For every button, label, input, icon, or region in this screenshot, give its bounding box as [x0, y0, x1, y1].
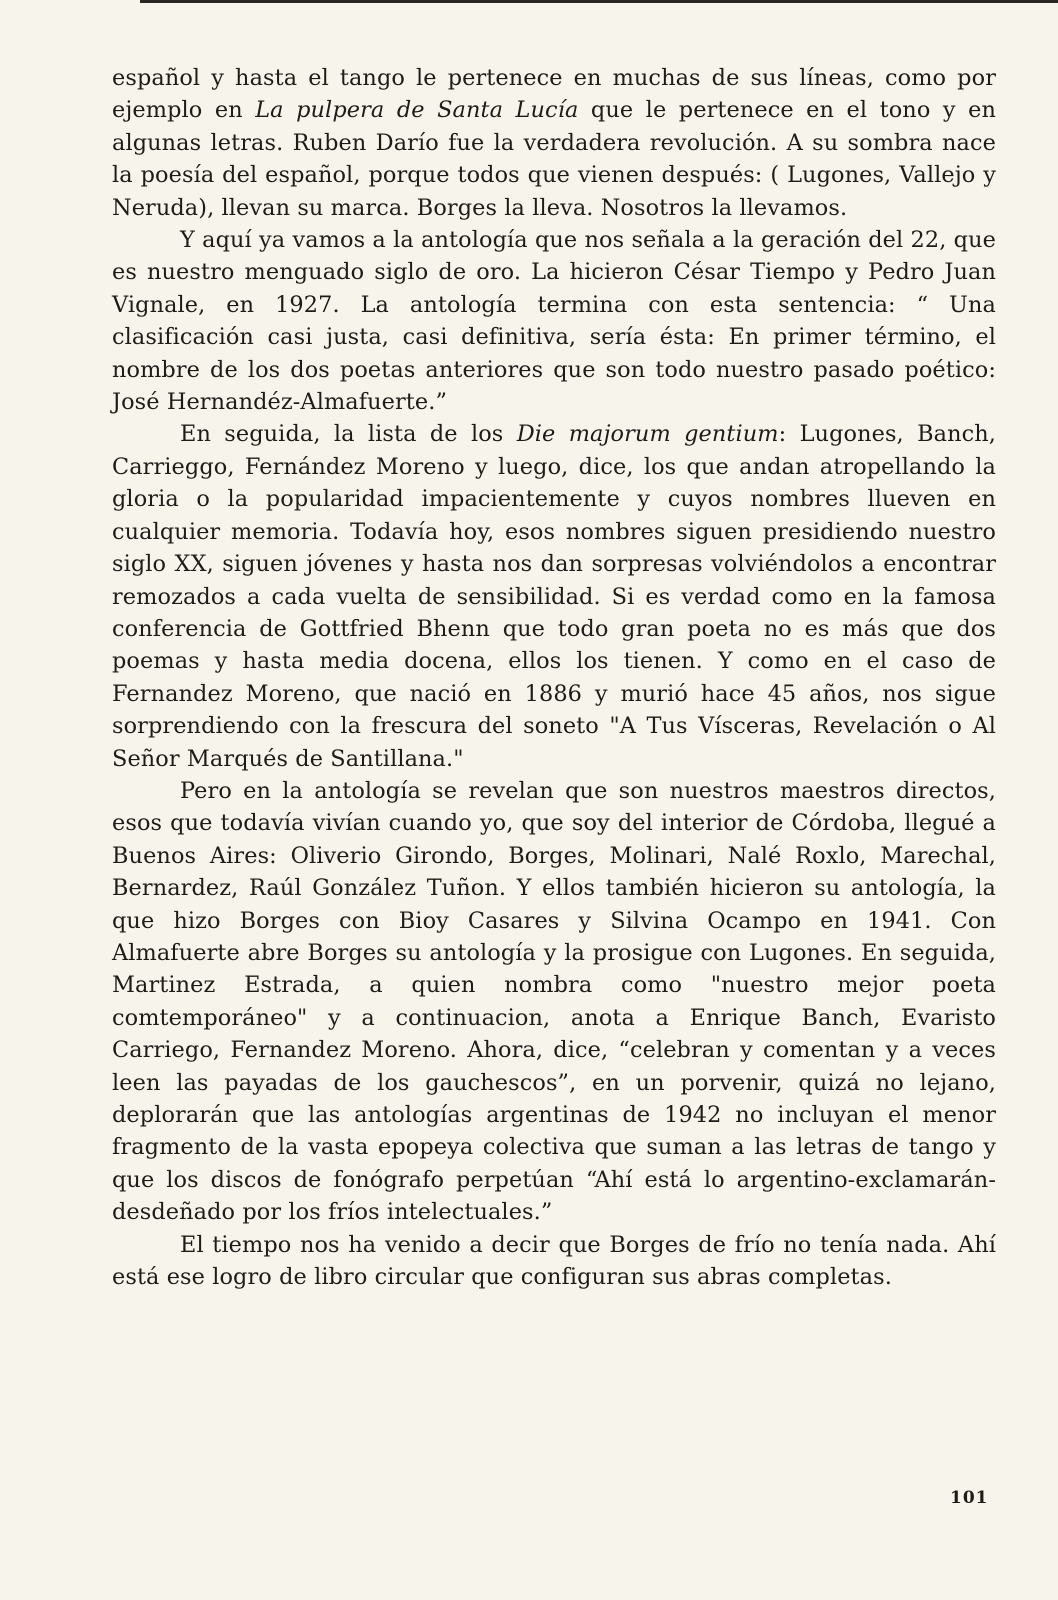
paragraph-1-text-b: que le pertenece en el tono y en algunas letras. Ruben Darío fue la verdadera revolución. A su sombra nace la poesía del español, porque todos que vienen después: ( Lugones, Vallejo y Neruda), llevan su marca. Borges la lleva. Nosotros la llevamos.	[112, 97, 997, 221]
paragraph-1-text-a: español y hasta el tango le pertenece en muchas de sus líneas, como por ejemplo en	[112, 65, 996, 124]
paragraph-4-text: Pero en la antología se revelan que son nuestros maestros directos, esos que todavía vivían cuando yo, que soy del interior de Córdoba, llegué a Buenos Aires: Oliverio Girondo, Borges, Molinari, Nalé Roxlo, Marechal, Bernardez, Raúl González Tuñon. Y ellos también hicieron su antología, la que hizo Borges con Bioy Casares y Silvina Ocampo en 1941. Con Almafuerte abre Borges su antología y la prosigue con Lugones. En seguida, Martinez Estrada, a quien nombra como "nuestro mejor poeta comtemporáneo" y a continuacion, anota a Enrique Banch, Evaristo Carriego, Fernandez Moreno. Ahora, dice, “celebran y comentan y a veces leen las payadas de los gauchescos”, en un porvenir, quizá no lejano, deplorarán que las antologías argentinas de 1942 no incluyan el menor fragmento de la vasta epopeya colectiva que suman a las letras de tango y que los discos de fonógrafo perpetúan “Ahí está lo argentino-exclamarán-desdeñado por los fríos intelectuales.”	[112, 777, 996, 1226]
paragraph-3-text-a: En seguida, la lista de los	[180, 421, 517, 448]
paragraph-2-text: Y aquí ya vamos a la antología que nos señala a la geración del 22, que es nuestro menguado siglo de oro. La hicieron César Tiempo y Pedro Juan Vignale, en 1927. La antología termina con esta sentencia: “ Una clasificación casi justa, casi definitiva, sería ésta: En primer término, el nombre de los dos poetas anteriores que son todo nuestro pasado poético: José Hernandéz-Almafuerte.”	[112, 227, 996, 416]
paragraph-1-italic-title: La pulpera de Santa Lucía	[255, 97, 579, 124]
paragraph-1	[112, 62, 996, 224]
paragraph-3-text-b: : Lugones, Banch, Carrieggo, Fernández Moreno y luego, dice, los que andan atropellando la gloria o la popularidad impacientemente y cuyos nombres llueven en cualquier memoria. Todavía hoy, esos nombres siguen presidiendo nuestro siglo XX, siguen jóvenes y hasta nos dan sorpresas volviéndolos a encontrar remozados a cada vuelta de sensibilidad. Si es verdad como en la famosa conferencia de Gottfried Bhenn que todo gran poeta no es más que dos poemas y hasta media docena, ellos los tienen. Y como en el caso de Fernandez Moreno, que nació en 1886 y murió hace 45 años, nos sigue sorprendiendo con la frescura del soneto "A Tus Vísceras, Revelación o Al Señor Marqués de Santillana."	[112, 421, 996, 772]
paragraph-5	[112, 1229, 996, 1294]
paragraph-3	[112, 418, 996, 774]
page-number: 101	[950, 1488, 989, 1508]
paragraph-3-italic-latin: Die majorum gentium	[516, 421, 779, 448]
paragraph-4	[112, 775, 996, 1229]
page-body	[112, 62, 996, 1293]
paragraph-2	[112, 224, 996, 418]
paragraph-5-text: El tiempo nos ha venido a decir que Borges de frío no tenía nada. Ahí está ese logro de libro circular que configuran sus abras completas.	[112, 1231, 996, 1291]
top-border-rule	[140, 0, 1058, 3]
